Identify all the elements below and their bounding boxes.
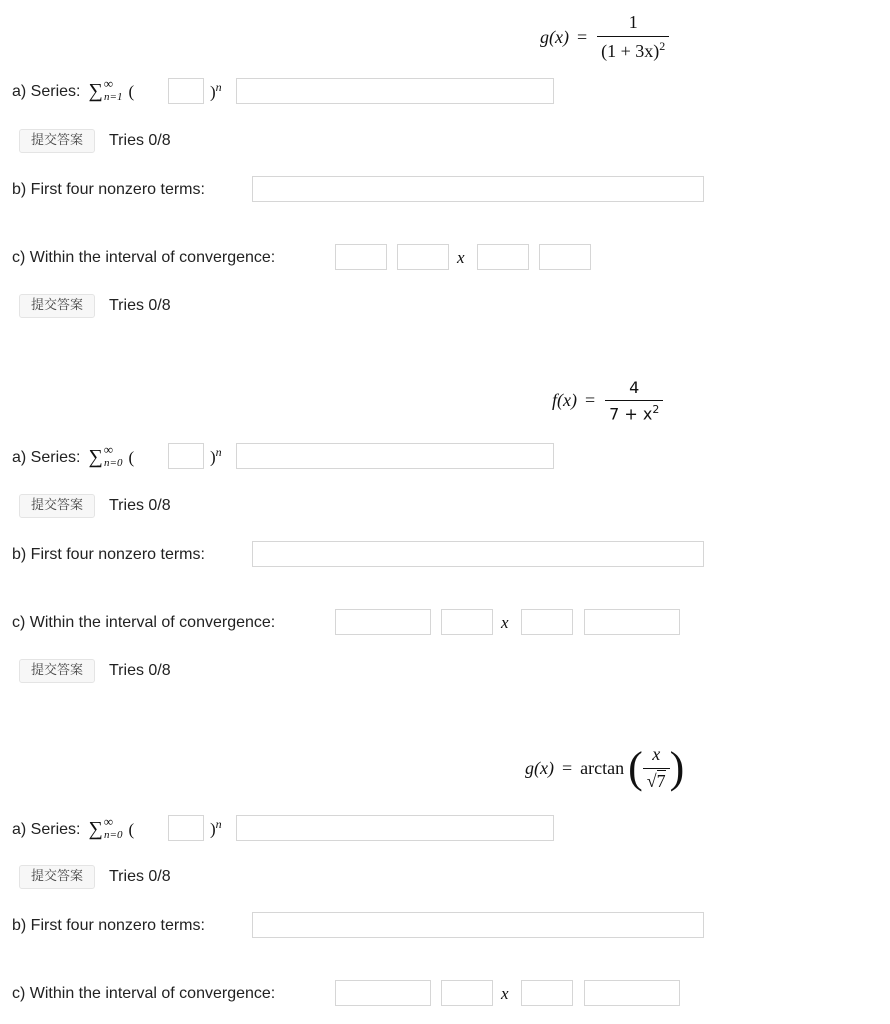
series-row-1 xyxy=(12,75,135,103)
exponent: 2 xyxy=(659,39,666,53)
radicand: 7 xyxy=(656,771,666,791)
tries-counter: Tries 0/8 xyxy=(109,132,171,149)
tries-counter: Tries 0/8 xyxy=(109,497,171,514)
terms-input[interactable] xyxy=(252,541,704,567)
interval-upper-input[interactable] xyxy=(539,244,591,270)
sigma-symbol: ∑ xyxy=(88,818,103,840)
terms-label: b) First four nonzero terms: xyxy=(12,181,205,198)
interval-upper-input[interactable] xyxy=(584,980,680,1006)
interval-variable: x xyxy=(501,984,509,1003)
interval-variable: x xyxy=(501,613,509,632)
submit-answer-button[interactable]: 提交答案 xyxy=(19,294,95,318)
series-answer-input[interactable] xyxy=(236,78,554,104)
function-formula-2 xyxy=(552,378,663,423)
equals-sign: = xyxy=(576,26,588,47)
tries-counter: Tries 0/8 xyxy=(109,662,171,679)
sqrt-symbol: √ xyxy=(646,771,657,791)
sigma-symbol: ∑ xyxy=(88,80,103,102)
function-lhs: g(x) xyxy=(525,757,554,778)
submit-answer-button[interactable]: 提交答案 xyxy=(19,129,95,153)
terms-label: b) First four nonzero terms: xyxy=(12,546,205,563)
interval-lower-input[interactable] xyxy=(335,609,431,635)
series-power: )$^n$ xyxy=(210,80,222,102)
interval-label: c) Within the interval of convergence: xyxy=(12,614,276,631)
fraction xyxy=(643,744,670,792)
series-power: )$^n$ xyxy=(210,817,222,839)
tries-counter: Tries 0/8 xyxy=(109,297,171,314)
fraction xyxy=(605,378,663,423)
terms-label: b) First four nonzero terms: xyxy=(12,917,205,934)
interval-lower-inequality-input[interactable] xyxy=(441,980,493,1006)
function-lhs: g(x) xyxy=(540,26,569,47)
sigma-expression: ∑ ∞ n=0 ( xyxy=(88,813,135,841)
sigma-expression: ∑ ∞ n=1 ( xyxy=(88,75,135,103)
series-answer-input[interactable] xyxy=(236,443,554,469)
terms-input[interactable] xyxy=(252,912,704,938)
sigma-symbol: ∑ xyxy=(88,446,103,468)
interval-lower-input[interactable] xyxy=(335,244,387,270)
numerator: 4 xyxy=(629,378,640,397)
interval-lower-inequality-input[interactable] xyxy=(441,609,493,635)
denominator: $(1 + 3x)^2$ xyxy=(597,36,669,62)
function-lhs: f(x) xyxy=(552,390,577,411)
terms-input[interactable] xyxy=(252,176,704,202)
series-label: a) Series: xyxy=(12,820,81,838)
series-base-input[interactable] xyxy=(168,443,204,469)
series-base-input[interactable] xyxy=(168,815,204,841)
series-label: a) Series: xyxy=(12,448,81,466)
function-formula-1 xyxy=(540,12,669,62)
fraction xyxy=(597,12,669,62)
sigma-expression: ∑ ∞ n=0 ( xyxy=(88,441,135,469)
equals-sign: = xyxy=(584,390,596,411)
series-row-3 xyxy=(12,813,135,841)
interval-lower-inequality-input[interactable] xyxy=(397,244,449,270)
interval-upper-inequality-input[interactable] xyxy=(477,244,529,270)
interval-upper-inequality-input[interactable] xyxy=(521,609,573,635)
interval-lower-input[interactable] xyxy=(335,980,431,1006)
function-formula-3 xyxy=(525,744,684,792)
function-name: arctan xyxy=(580,757,625,778)
interval-upper-input[interactable] xyxy=(584,609,680,635)
series-answer-input[interactable] xyxy=(236,815,554,841)
left-paren: ( xyxy=(628,743,643,792)
interval-upper-inequality-input[interactable] xyxy=(521,980,573,1006)
series-power: )$^n$ xyxy=(210,445,222,467)
tries-counter: Tries 0/8 xyxy=(109,868,171,885)
denominator xyxy=(643,768,670,792)
equals-sign: = xyxy=(561,757,573,778)
submit-answer-button[interactable]: 提交答案 xyxy=(19,865,95,889)
series-row-2 xyxy=(12,441,135,469)
series-base-input[interactable] xyxy=(168,78,204,104)
numerator: 1 xyxy=(628,12,638,32)
numerator: x xyxy=(652,744,661,764)
series-label: a) Series: xyxy=(12,82,81,100)
exponent: 2 xyxy=(652,403,660,416)
interval-variable: x xyxy=(457,248,465,267)
submit-answer-button[interactable]: 提交答案 xyxy=(19,659,95,683)
right-paren: ) xyxy=(669,743,685,792)
denominator: $7 + x^2$ xyxy=(605,400,663,423)
interval-label: c) Within the interval of convergence: xyxy=(12,249,276,266)
submit-answer-button[interactable]: 提交答案 xyxy=(19,494,95,518)
interval-label: c) Within the interval of convergence: xyxy=(12,985,276,1002)
